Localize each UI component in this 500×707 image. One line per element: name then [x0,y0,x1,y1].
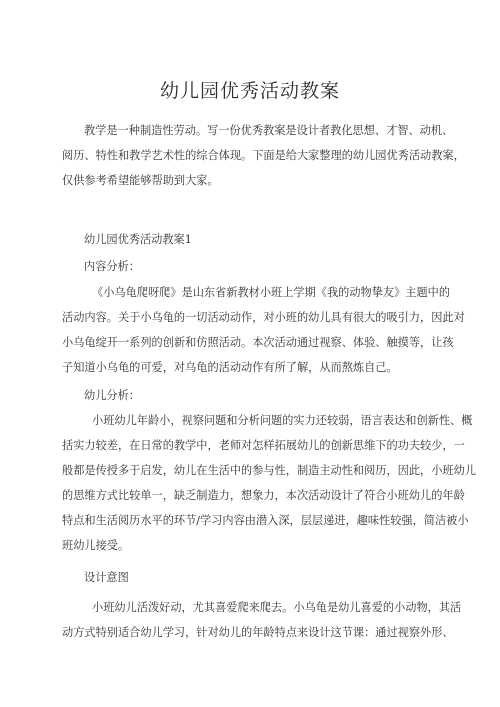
paragraph-line: 般都是传授多于启发，幼儿在生活中的参与性，制造主动性和阅历，因此，小班幼儿 [62,464,476,477]
section-title: 幼儿园优秀活动教案1 [84,233,192,246]
intro-line: 仅供参考希望能够帮助到大家。 [62,174,219,187]
intro-line: 阅历、特性和教学艺术性的综合体现。下面是给大家整理的幼儿园优秀活动教案， [62,149,465,162]
paragraph-line: 小班幼儿活泼好动，尤其喜爱爬来爬去。小乌龟是幼儿喜爱的小动物，其活 [92,601,462,614]
paragraph-line: 的思维方式比较单一，缺乏制造力，想象力，本次活动设计了符合小班幼儿的年龄 [62,489,465,502]
content-analysis-heading: 内容分析： [84,260,140,273]
paragraph-line: 子知道小乌龟的可爱，对乌龟的活动动作有所了解，从而熬炼自己。 [62,361,398,374]
paragraph-line: 《小乌龟爬呀爬》是山东省新教材小班上学期《我的动物挚友》主题中的 [92,286,451,299]
content-analysis-paragraph [62,280,465,380]
design-intent-heading: 设计意图 [84,571,129,584]
paragraph-line: 括实力较差，在日常的教学中，老师对怎样拓展幼儿的创新思维下的功夫较少，一 [62,439,465,452]
child-analysis-paragraph [62,408,476,558]
paragraph-line: 活动内容。关于小乌龟的一切活动动作，对小班的幼儿具有很大的吸引力，因此对 [62,311,465,324]
paragraph-line: 小班幼儿年龄小，视察问题和分析问题的实力还较弱，语言表达和创新性、概 [92,414,473,427]
paragraph-line: 班幼儿接受。 [62,539,130,552]
paragraph-line: 特点和生活阅历水平的环节/学习内容由潜入深，层层递进，趣味性较强，简洁被小 [62,514,469,527]
document-title: 幼儿园优秀活动教案 [159,80,340,102]
intro-paragraph [62,118,465,193]
design-intent-paragraph [62,595,462,645]
child-analysis-heading: 幼儿分析： [84,389,140,402]
intro-line: 教学是一种制造性劳动。写一份优秀教案是设计者教化思想、才智、动机、 [84,124,454,137]
paragraph-line: 小乌龟绽开一系列的创新和仿照活动。本次活动通过视察、体验、触摸等，让孩 [62,336,454,349]
paragraph-line: 动方式特别适合幼儿学习，针对幼儿的年龄特点来设计这节课：通过视察外形、 [62,626,454,639]
